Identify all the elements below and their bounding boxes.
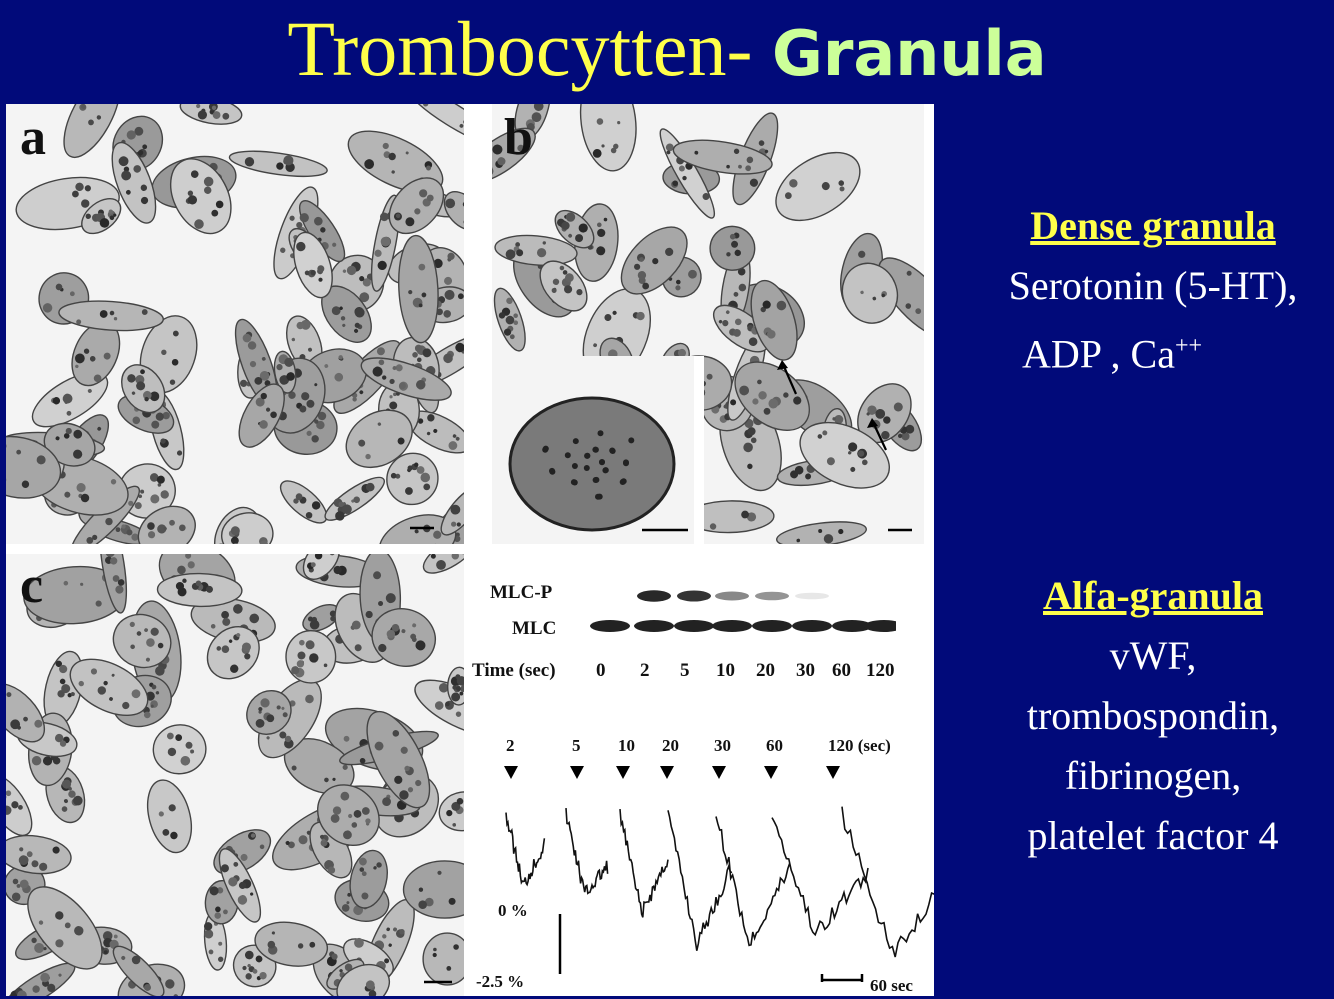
blot-time-2: 5 [680,660,690,681]
trace-segment [620,809,668,917]
panel-b [492,104,924,544]
dense-line1: Serotonin (5-HT), [1008,263,1298,308]
blot-band-mlcp [755,592,789,601]
trace-segment [566,808,608,893]
blot-band-mlc [590,620,630,632]
alfa-item-fibrinogen: fibrinogen, [1064,753,1242,798]
title-part2: Granula [771,17,1047,90]
panel-c-label: c [20,557,44,614]
blot-time-0: 0 [596,660,606,681]
blot-band-mlcp [795,593,829,600]
dense-heading: Dense granula [1030,203,1276,248]
trace-marker-1: 5 [572,736,581,755]
blot-band-mlc [634,620,674,632]
down-arrow-icon [616,766,630,779]
trace-marker-5: 60 [766,736,783,755]
platelet-cell [286,630,337,683]
enlarged-platelet [510,398,674,530]
blot-time-3: 10 [716,660,735,681]
panel-c [6,554,464,996]
down-arrow-icon [570,766,584,779]
down-arrow-icon [826,766,840,779]
blot-row-mlcp: MLC-P [490,582,553,603]
trace-marker-6: 120 (sec) [828,736,891,755]
trace-marker-0: 2 [506,736,515,755]
alfa-item-trombospondin: trombospondin, [1026,693,1280,738]
blot-time-7: 120 [866,660,895,681]
panel-b-micrograph [492,104,924,544]
trace-marker-3: 20 [662,736,679,755]
trace-segment [506,813,544,885]
blot-band-mlc [864,620,896,632]
blot-time-label: Time (sec) [472,660,556,681]
blot-time-5: 30 [796,660,815,681]
blot-band-mlc [752,620,792,632]
western-blot-bands [576,582,896,642]
slide-title [0,4,1334,99]
dense-line2 [980,316,1326,384]
panel-c-micrograph [6,554,464,996]
blot-time-1: 2 [640,660,650,681]
panel-b-label: b [504,109,533,166]
tension-trace [476,784,934,996]
alfa-granula-section [980,566,1326,866]
down-arrow-icon [764,766,778,779]
blot-band-mlcp [637,590,671,601]
trace-y-bottom: -2.5 % [476,972,525,991]
trace-marker-4: 30 [714,736,731,755]
trace-marker-2: 10 [618,736,635,755]
dense-line2-text: ADP , Ca [1022,331,1175,377]
alfa-item-pf4: platelet factor 4 [1027,813,1279,858]
blot-band-mlc [792,620,832,632]
down-arrow-icon [712,766,726,779]
blot-time-6: 60 [832,660,851,681]
panel-a [6,104,464,544]
dense-granula-section [980,196,1326,384]
down-arrow-icon [504,766,518,779]
blot-time-4: 20 [756,660,775,681]
title-part1: Trombocytten- [287,5,753,92]
panel-a-label: a [20,109,46,166]
platelet-cell [423,933,464,985]
micrograph-figure [6,104,934,996]
dense-superscript: ++ [1174,333,1203,359]
alfa-item-vwf: vWF, [1109,633,1197,678]
alfa-heading: Alfa-granula [1043,573,1263,618]
blot-band-mlcp [715,592,749,601]
trace-scale-label: 60 sec [870,976,913,995]
down-arrow-icon [660,766,674,779]
panel-a-micrograph [6,104,464,544]
blot-band-mlcp [677,591,711,602]
blot-band-mlc [712,620,752,632]
trace-y-top: 0 % [498,901,528,920]
blot-band-mlc [674,620,714,632]
blot-row-mlc: MLC [512,618,557,639]
